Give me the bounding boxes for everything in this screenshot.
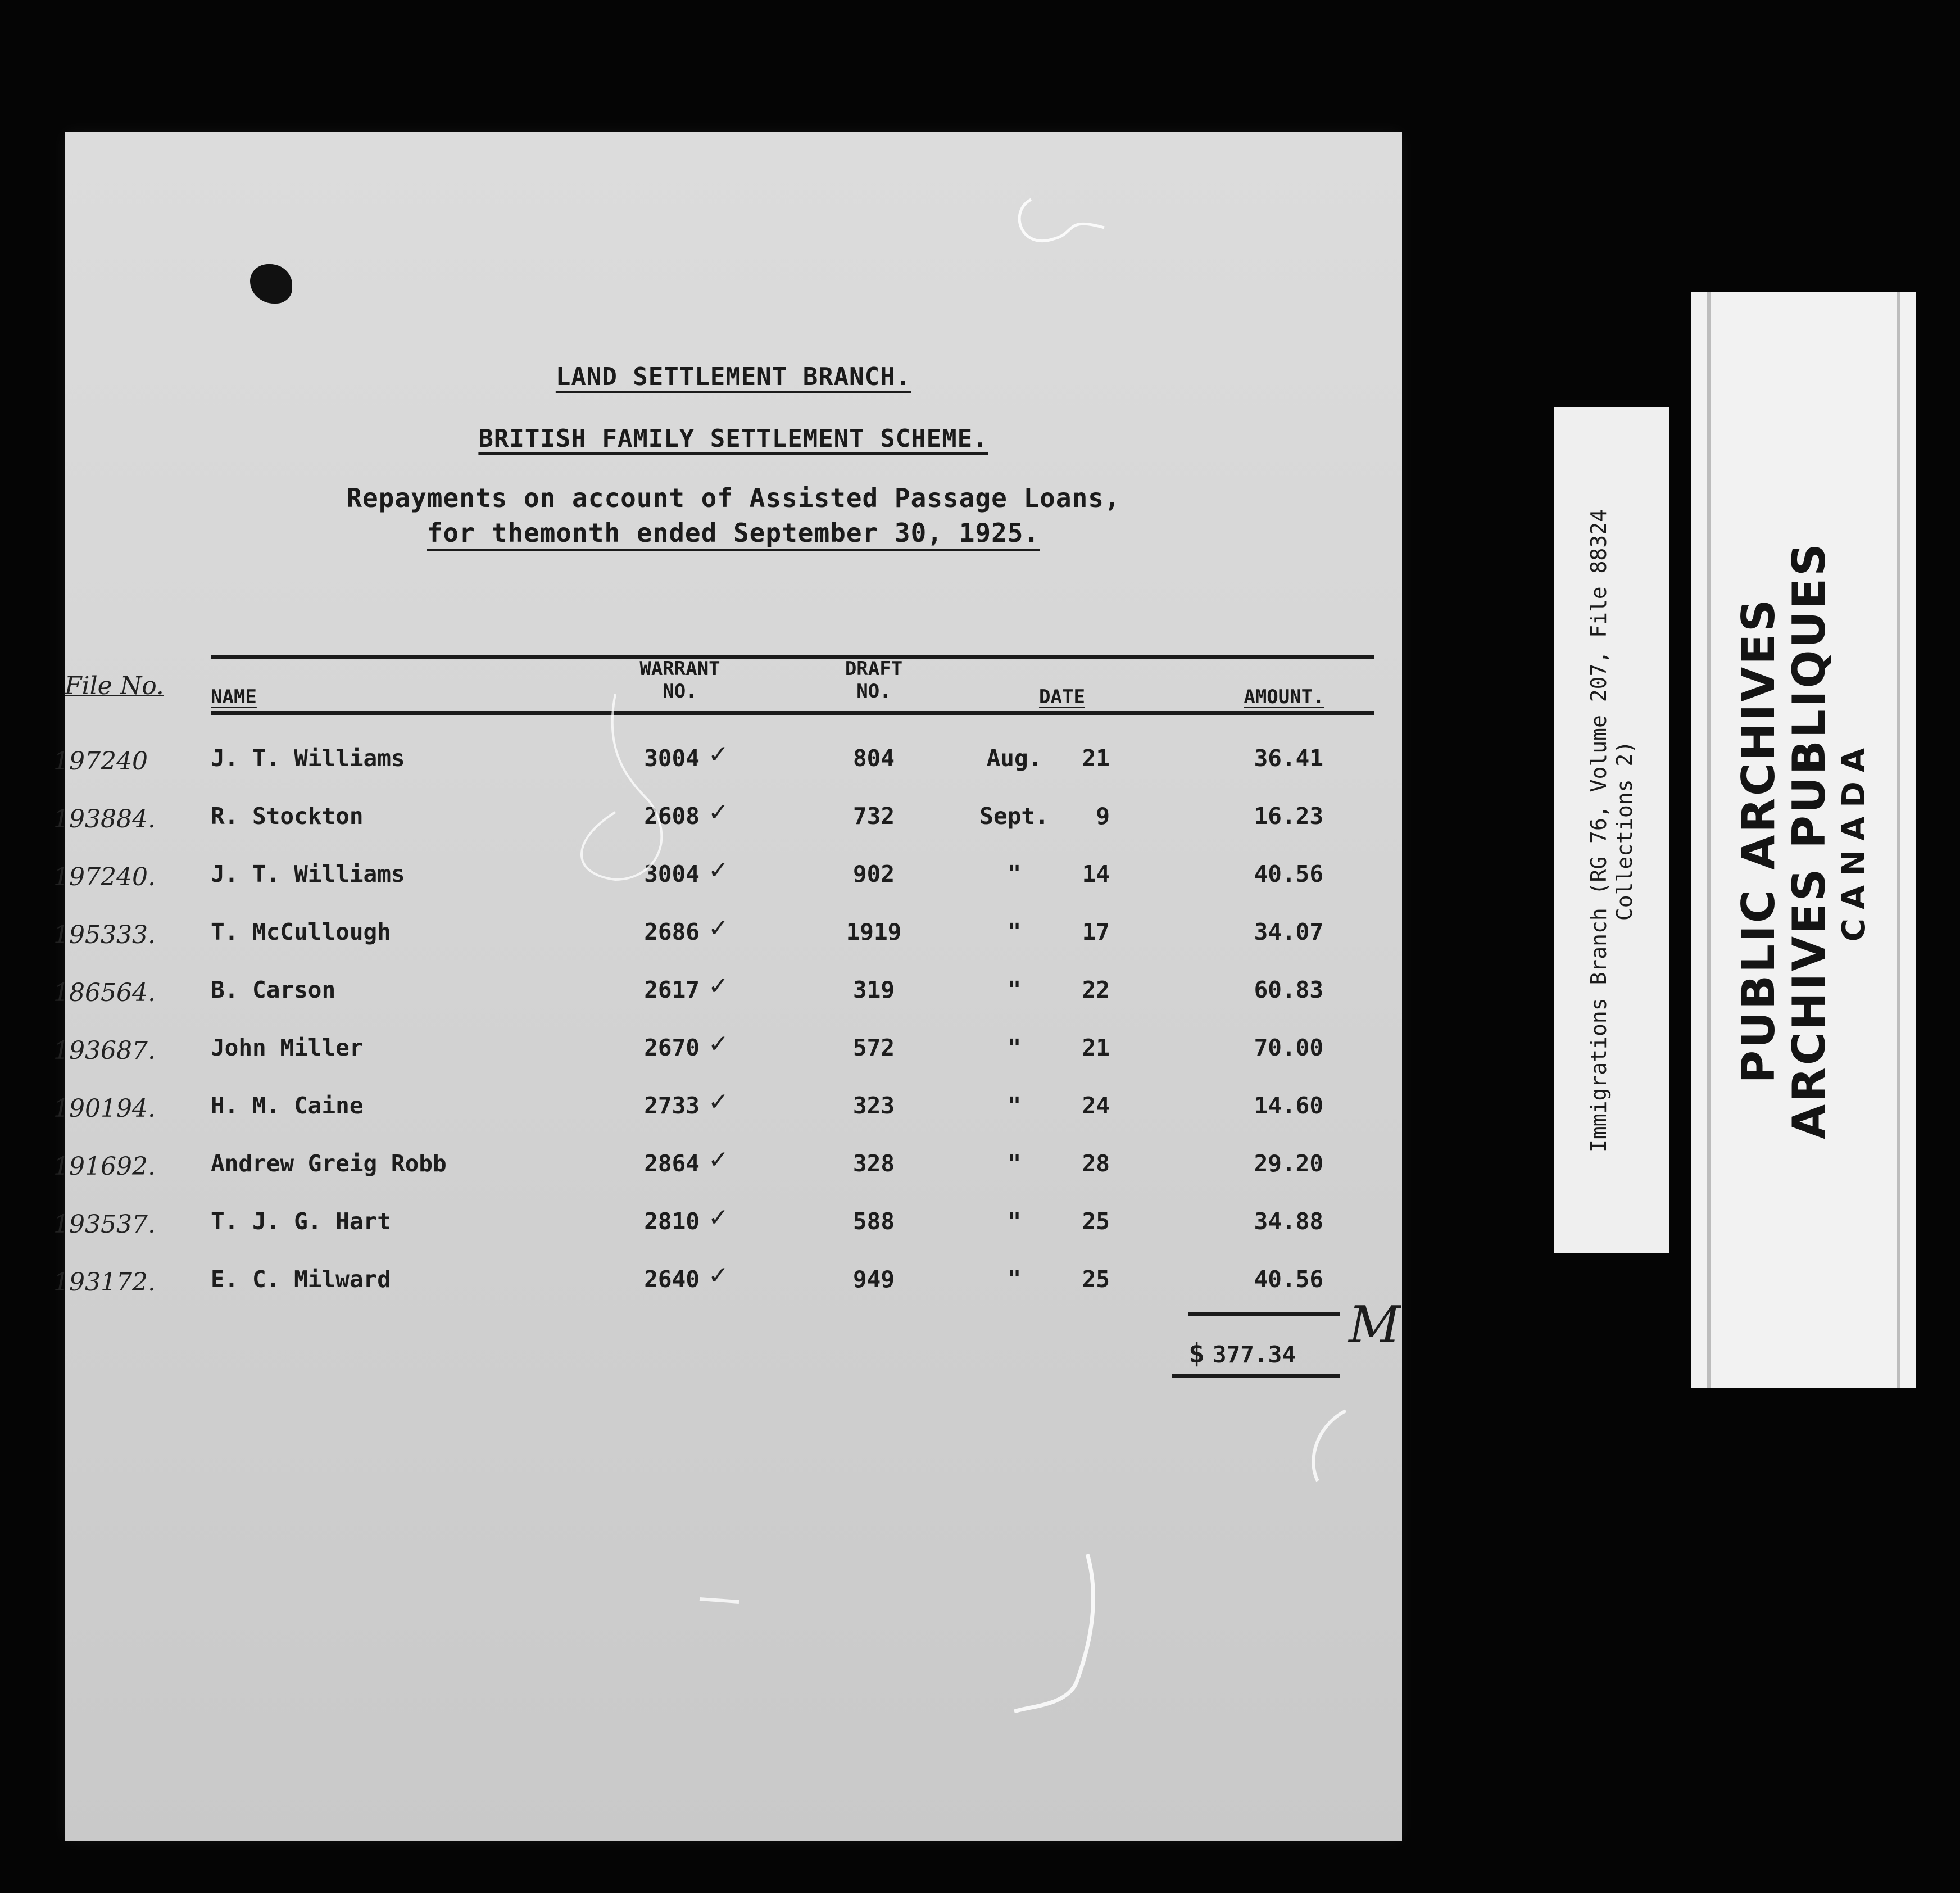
- cell-amount: 60.83: [1254, 976, 1323, 1003]
- cell-date-month: ": [1007, 1266, 1022, 1293]
- document-description: [65, 481, 1402, 550]
- stamp-line-2: ARCHIVES PUBLIQUES: [1783, 541, 1835, 1139]
- document-subtitle: BRITISH FAMILY SETTLEMENT SCHEME.: [478, 424, 988, 453]
- cell-draft-no: 328: [852, 1150, 895, 1177]
- checkmark-icon: ✓: [708, 1203, 729, 1232]
- checkmark-icon: ✓: [708, 1088, 729, 1116]
- cell-date-day: 9: [1096, 803, 1110, 830]
- handwritten-initials: M: [1349, 1296, 1401, 1355]
- table-row: [53, 1088, 1402, 1126]
- file-no-header: File No.: [65, 672, 164, 700]
- cell-date-month: ": [1007, 1150, 1022, 1177]
- cell-warrant-no: 2864: [644, 1150, 700, 1177]
- cell-draft-no: 588: [852, 1208, 895, 1235]
- cell-draft-no: 804: [852, 745, 895, 772]
- table-row: [53, 1261, 1402, 1299]
- header-warrant-top: WARRANT: [639, 658, 720, 680]
- total-bottom-rule: [1172, 1374, 1340, 1378]
- cell-warrant-no: 2686: [644, 918, 700, 945]
- cell-name: T. J. G. Hart: [211, 1208, 391, 1235]
- file-number: 193537.: [53, 1210, 156, 1239]
- cell-draft-no: 572: [852, 1034, 895, 1061]
- table-row: [53, 1145, 1402, 1184]
- catalogue-label: [1554, 407, 1669, 1253]
- cell-draft-no: 732: [852, 803, 895, 830]
- table-row: [53, 740, 1402, 778]
- cell-date-day: 21: [1082, 745, 1110, 772]
- cell-amount: 36.41: [1254, 745, 1323, 772]
- cell-amount: 40.56: [1254, 861, 1323, 887]
- cell-amount: 14.60: [1254, 1092, 1323, 1119]
- cell-name: John Miller: [211, 1034, 364, 1061]
- cell-name: J. T. Williams: [211, 861, 405, 887]
- table-header-rule: [211, 711, 1374, 715]
- checkmark-icon: ✓: [708, 1261, 729, 1290]
- cell-draft-no: 1919: [846, 918, 902, 945]
- file-number: 197240.: [53, 863, 156, 891]
- checkmark-icon: ✓: [708, 972, 729, 1000]
- cell-name: T. McCullough: [211, 918, 391, 945]
- cell-warrant-no: 3004: [644, 745, 700, 772]
- archive-stamp: [1734, 541, 1874, 1139]
- card-fold-edge: [1897, 292, 1900, 1388]
- file-number: 193687.: [53, 1036, 156, 1065]
- file-number: 193884.: [53, 805, 156, 834]
- cell-amount: 16.23: [1254, 803, 1323, 830]
- checkmark-icon: ✓: [708, 856, 729, 885]
- archive-stamp-card: [1691, 292, 1916, 1388]
- checkmark-icon: ✓: [708, 1030, 729, 1058]
- catalogue-line-1: Immigrations Branch (RG 76, Volume 207, File 88324: [1586, 509, 1611, 1152]
- header-draft-bottom: NO.: [856, 680, 891, 703]
- table-row: [53, 972, 1402, 1010]
- cell-date-day: 28: [1082, 1150, 1110, 1177]
- checkmark-icon: ✓: [708, 914, 729, 943]
- file-number: 193172.: [53, 1268, 156, 1297]
- cell-name: B. Carson: [211, 976, 336, 1003]
- card-fold-edge: [1707, 292, 1711, 1388]
- stamp-line-3: CANADA: [1836, 739, 1872, 942]
- cell-warrant-no: 2608: [644, 803, 700, 830]
- file-number: 186564.: [53, 979, 156, 1007]
- header-warrant-bottom: NO.: [663, 680, 697, 703]
- cell-amount: 29.20: [1254, 1150, 1323, 1177]
- cell-name: Andrew Greig Robb: [211, 1150, 447, 1177]
- cell-warrant-no: 2617: [644, 976, 700, 1003]
- cell-warrant-no: 3004: [644, 861, 700, 887]
- cell-name: H. M. Caine: [211, 1092, 364, 1119]
- cell-date-month: Aug.: [986, 745, 1042, 772]
- checkmark-icon: ✓: [708, 1145, 729, 1174]
- description-line-1: Repayments on account of Assisted Passage Loans,: [346, 483, 1120, 513]
- cell-date-month: Sept.: [979, 803, 1049, 830]
- table-row: [53, 798, 1402, 836]
- cell-date-month: ": [1007, 1208, 1022, 1235]
- cell-date-month: ": [1007, 918, 1022, 945]
- description-line-2: for themonth ended September 30, 1925.: [427, 518, 1040, 548]
- cell-amount: 34.07: [1254, 918, 1323, 945]
- cell-date-day: 25: [1082, 1208, 1110, 1235]
- document-title: LAND SETTLEMENT BRANCH.: [555, 363, 911, 391]
- table-row: [53, 1203, 1402, 1242]
- cell-name: R. Stockton: [211, 803, 364, 830]
- cell-date-day: 14: [1082, 861, 1110, 887]
- file-number: 191692.: [53, 1152, 156, 1181]
- cell-warrant-no: 2640: [644, 1266, 700, 1293]
- file-number: 197240: [53, 747, 148, 776]
- checkmark-icon: ✓: [708, 798, 729, 827]
- total-top-rule: [1188, 1312, 1340, 1316]
- cell-date-day: 22: [1082, 976, 1110, 1003]
- cell-name: E. C. Milward: [211, 1266, 391, 1293]
- cell-amount: 40.56: [1254, 1266, 1323, 1293]
- file-number: 190194.: [53, 1094, 156, 1123]
- cell-date-month: ": [1007, 976, 1022, 1003]
- header-amount: AMOUNT.: [1244, 686, 1324, 708]
- table-row: [53, 856, 1402, 894]
- header-draft-top: DRAFT: [845, 658, 903, 680]
- punch-hole: [250, 264, 292, 304]
- cell-date-month: ": [1007, 1092, 1022, 1119]
- total-value: 377.34: [1212, 1341, 1296, 1368]
- checkmark-icon: ✓: [708, 740, 729, 769]
- catalogue-line-2: Collections 2): [1612, 740, 1637, 921]
- total-amount: [1188, 1338, 1296, 1369]
- cell-date-month: ": [1007, 1034, 1022, 1061]
- cell-amount: 34.88: [1254, 1208, 1323, 1235]
- header-draft: [818, 658, 930, 703]
- total-currency-symbol: $: [1188, 1338, 1205, 1369]
- cell-amount: 70.00: [1254, 1034, 1323, 1061]
- table-top-rule: [211, 655, 1374, 659]
- header-date: DATE: [1039, 686, 1085, 708]
- cell-date-month: ": [1007, 861, 1022, 887]
- cell-warrant-no: 2733: [644, 1092, 700, 1119]
- header-warrant: [612, 658, 747, 703]
- cell-draft-no: 323: [852, 1092, 895, 1119]
- stamp-line-1: PUBLIC ARCHIVES: [1732, 597, 1785, 1084]
- cell-draft-no: 949: [852, 1266, 895, 1293]
- document-sheet: [53, 132, 1402, 1841]
- table-row: [53, 914, 1402, 952]
- catalogue-reference: [1586, 509, 1637, 1152]
- cell-warrant-no: 2810: [644, 1208, 700, 1235]
- header-name: NAME: [211, 686, 257, 708]
- cell-draft-no: 319: [852, 976, 895, 1003]
- file-number: 195333.: [53, 921, 156, 949]
- table-row: [53, 1030, 1402, 1068]
- cell-date-day: 25: [1082, 1266, 1110, 1293]
- cell-date-day: 24: [1082, 1092, 1110, 1119]
- cell-name: J. T. Williams: [211, 745, 405, 772]
- cell-date-day: 21: [1082, 1034, 1110, 1061]
- cell-date-day: 17: [1082, 918, 1110, 945]
- cell-draft-no: 902: [852, 861, 895, 887]
- cell-warrant-no: 2670: [644, 1034, 700, 1061]
